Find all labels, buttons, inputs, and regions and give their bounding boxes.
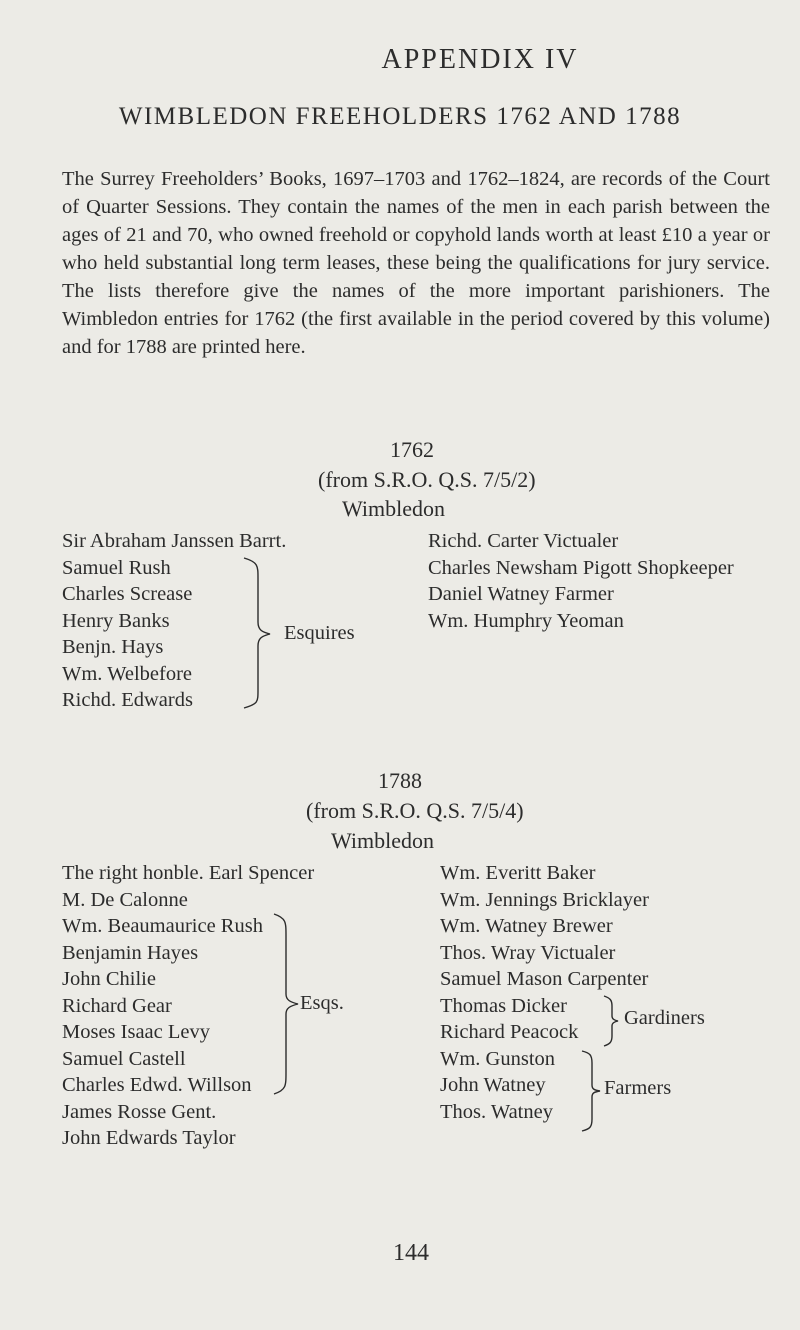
list-item: John Watney — [440, 1074, 546, 1096]
list-item: Wm. Beaumaurice Rush — [62, 915, 263, 937]
list-item: Thos. Watney — [440, 1100, 553, 1123]
list-item: Richard Peacock — [440, 1021, 579, 1043]
list-item: Wm. Humphry Yeoman — [428, 609, 624, 632]
list-item: John Chilie — [62, 968, 156, 990]
section-1788-parish: Wimbledon — [331, 828, 434, 853]
list-item: Wm. Everitt Baker — [440, 862, 596, 884]
list-item: Samuel Rush — [62, 556, 171, 579]
farmers-label: Farmers — [604, 1077, 672, 1099]
list-item: Thomas Dicker — [440, 994, 567, 1017]
list-item: The right honble. Earl Spencer — [62, 862, 315, 884]
list-item: Thos. Wray Victualer — [440, 941, 616, 964]
list-item: John Edwards Taylor — [62, 1127, 236, 1149]
list-item: Samuel Castell — [62, 1047, 186, 1070]
section-1762-source: (from S.R.O. Q.S. 7/5/2) — [318, 467, 536, 492]
list-item: Richard Gear — [62, 994, 172, 1017]
list-item: Wm. Welbefore — [62, 662, 193, 685]
list-item: Wm. Gunston — [440, 1047, 556, 1070]
list-1762-right — [428, 528, 734, 634]
page-number: 144 — [393, 1240, 429, 1266]
page-title: WIMBLEDON FREEHOLDERS 1762 AND 1788 — [118, 103, 682, 130]
list-item: Henry Banks — [62, 609, 170, 632]
list-item: Richd. Edwards — [62, 689, 193, 711]
esquires-label: Esquires — [284, 622, 355, 644]
list-item: Sir Abraham Janssen Barrt. — [62, 530, 287, 552]
list-item: Wm. Jennings Bricklayer — [440, 888, 649, 911]
section-1762-parish: Wimbledon — [342, 496, 445, 521]
list-item: Charles Newsham Pigott Shopkeeper — [428, 556, 734, 579]
brace-esquires-1762 — [232, 558, 282, 708]
list-item: Daniel Watney Farmer — [428, 583, 614, 605]
appendix-heading: APPENDIX IV — [381, 44, 579, 75]
list-item: Samuel Mason Carpenter — [440, 968, 649, 990]
gardiners-label: Gardiners — [624, 1007, 705, 1029]
list-item: James Rosse Gent. — [62, 1100, 217, 1123]
list-item: Benjamin Hayes — [62, 941, 199, 964]
list-item: Moses Isaac Levy — [62, 1021, 211, 1043]
list-item: M. De Calonne — [62, 888, 188, 911]
list-item: Richd. Carter Victualer — [428, 530, 619, 552]
list-item: Wm. Watney Brewer — [440, 915, 613, 937]
section-1762-year: 1762 — [390, 437, 434, 462]
list-item: Benjn. Hays — [62, 636, 164, 658]
section-1788-year: 1788 — [378, 768, 422, 793]
intro-paragraph: The Surrey Freeholders’ Books, 1697–1703 and 1762–1824, are records of the Court of Quarter Sessions. They contain the names of the men in each parish between the ages of 21 and 70, who owned freehold or copyhold lands worth at least £10 a year or who held substantial long term leases, these being the qualifications for jury service. The lists therefore give the names of the more important parishioners. The Wimbledon entries for 1762 (the first available in the period covered by this volume) and for 1788 are printed here. — [62, 168, 770, 358]
esqs-label: Esqs. — [300, 992, 344, 1014]
list-item: Charles Screase — [62, 583, 193, 605]
section-1788-source: (from S.R.O. Q.S. 7/5/4) — [306, 798, 524, 823]
list-item: Charles Edwd. Willson — [62, 1074, 252, 1096]
